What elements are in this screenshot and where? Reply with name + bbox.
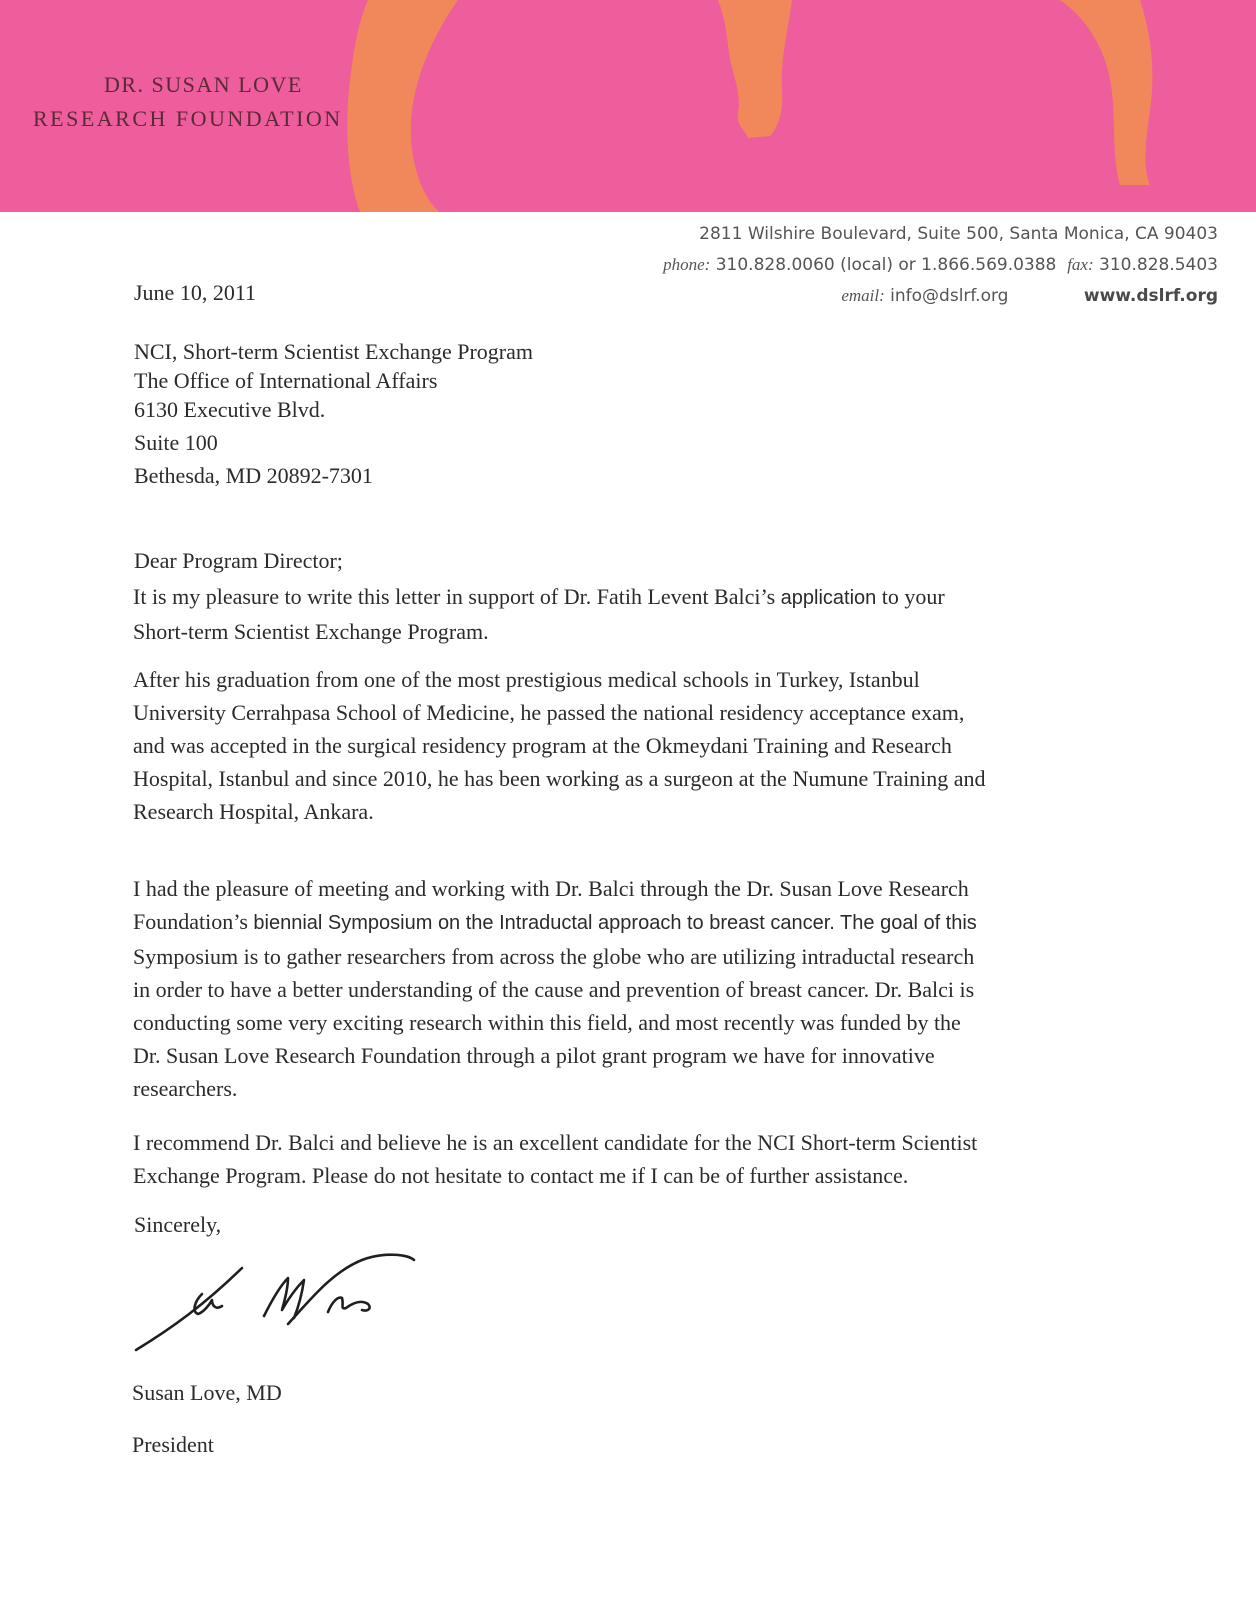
signer-name: Susan Love, MD [132,1380,282,1405]
paragraph-1 [133,580,1123,648]
letterhead-phone-line [663,255,1218,275]
paragraph-line: Dr. Susan Love Research Foundation through a pilot grant program we have for innovative [133,1043,935,1068]
recipient-line: 6130 Executive Blvd. [134,397,326,422]
paragraph-line [133,580,1123,615]
paragraph-line: Hospital, Istanbul and since 2010, he has been working as a surgeon at the Numune Training and [133,766,986,791]
text-fragment: application [780,587,877,609]
paragraph-line: conducting some very exciting research within this field, and most recently was funded by the [133,1010,961,1035]
paragraph-line [133,905,1123,940]
paragraph-line: Research Hospital, Ankara. [133,799,374,824]
paragraph-line: Exchange Program. Please do not hesitate to contact me if I can be of further assistance. [133,1163,909,1188]
phone-value: 310.828.0060 (local) or 1.866.569.0388 [715,255,1057,275]
text-fragment: It is my pleasure to write this letter in support of Dr. Fatih Levent Balci’s [133,584,781,609]
letterhead-address: 2811 Wilshire Boulevard, Suite 500, Santa Monica, CA 90403 [699,224,1218,244]
letterhead-banner [0,0,1256,212]
text-fragment: Foundation’s [133,909,254,934]
text-fragment: to your [876,584,945,609]
letterhead-email-line [841,286,1218,306]
salutation: Dear Program Director; [134,548,343,573]
paragraph-line: and was accepted in the surgical residency program at the Okmeydani Training and Research [133,733,952,758]
email-value: info@dslrf.org [890,286,1009,306]
phone-label: phone: [663,255,711,274]
org-name-line2: RESEARCH FOUNDATION [33,106,343,131]
signer-title: President [132,1432,214,1457]
paragraph-line: Short-term Scientist Exchange Program. [133,619,489,644]
paragraph-line: I had the pleasure of meeting and working with Dr. Balci through the Dr. Susan Love Research [133,876,969,901]
paragraph-4 [133,1126,1123,1192]
website: www.dslrf.org [1083,286,1218,306]
signature-stroke [136,1268,242,1350]
text-fragment: biennial Symposium on the Intraductal approach to breast cancer. The goal of this [253,912,977,934]
paragraph-line: researchers. [133,1076,238,1101]
paragraph-line: University Cerrahpasa School of Medicine, he passed the national residency acceptance exam, [133,700,965,725]
recipient-line: Suite 100 [134,430,218,455]
paragraph-2 [133,663,1123,828]
recipient-line: NCI, Short-term Scientist Exchange Program [134,339,533,364]
paragraph-line: Symposium is to gather researchers from across the globe who are utilizing intraductal research [133,944,975,969]
recipient-line: The Office of International Affairs [134,368,438,393]
letter-date: June 10, 2011 [134,280,257,305]
paragraph-line: I recommend Dr. Balci and believe he is an excellent candidate for the NCI Short-term Scientist [133,1130,978,1155]
paragraph-line: After his graduation from one of the most prestigious medical schools in Turkey, Istanbul [133,667,920,692]
paragraph-line: in order to have a better understanding of the cause and prevention of breast cancer. Dr. Balci is [133,977,975,1002]
email-label: email: [841,286,885,305]
signature-stroke [288,1255,414,1324]
handwritten-signature [132,1250,432,1360]
org-name-line1: DR. SUSAN LOVE [104,72,303,97]
signature-stroke [328,1298,370,1312]
fax-label: fax: [1067,255,1094,274]
recipient-line: Bethesda, MD 20892-7301 [134,463,373,488]
paragraph-3 [133,872,1123,1105]
recipient-address [134,337,533,490]
closing: Sincerely, [134,1212,222,1237]
fax-value: 310.828.5403 [1099,255,1218,275]
